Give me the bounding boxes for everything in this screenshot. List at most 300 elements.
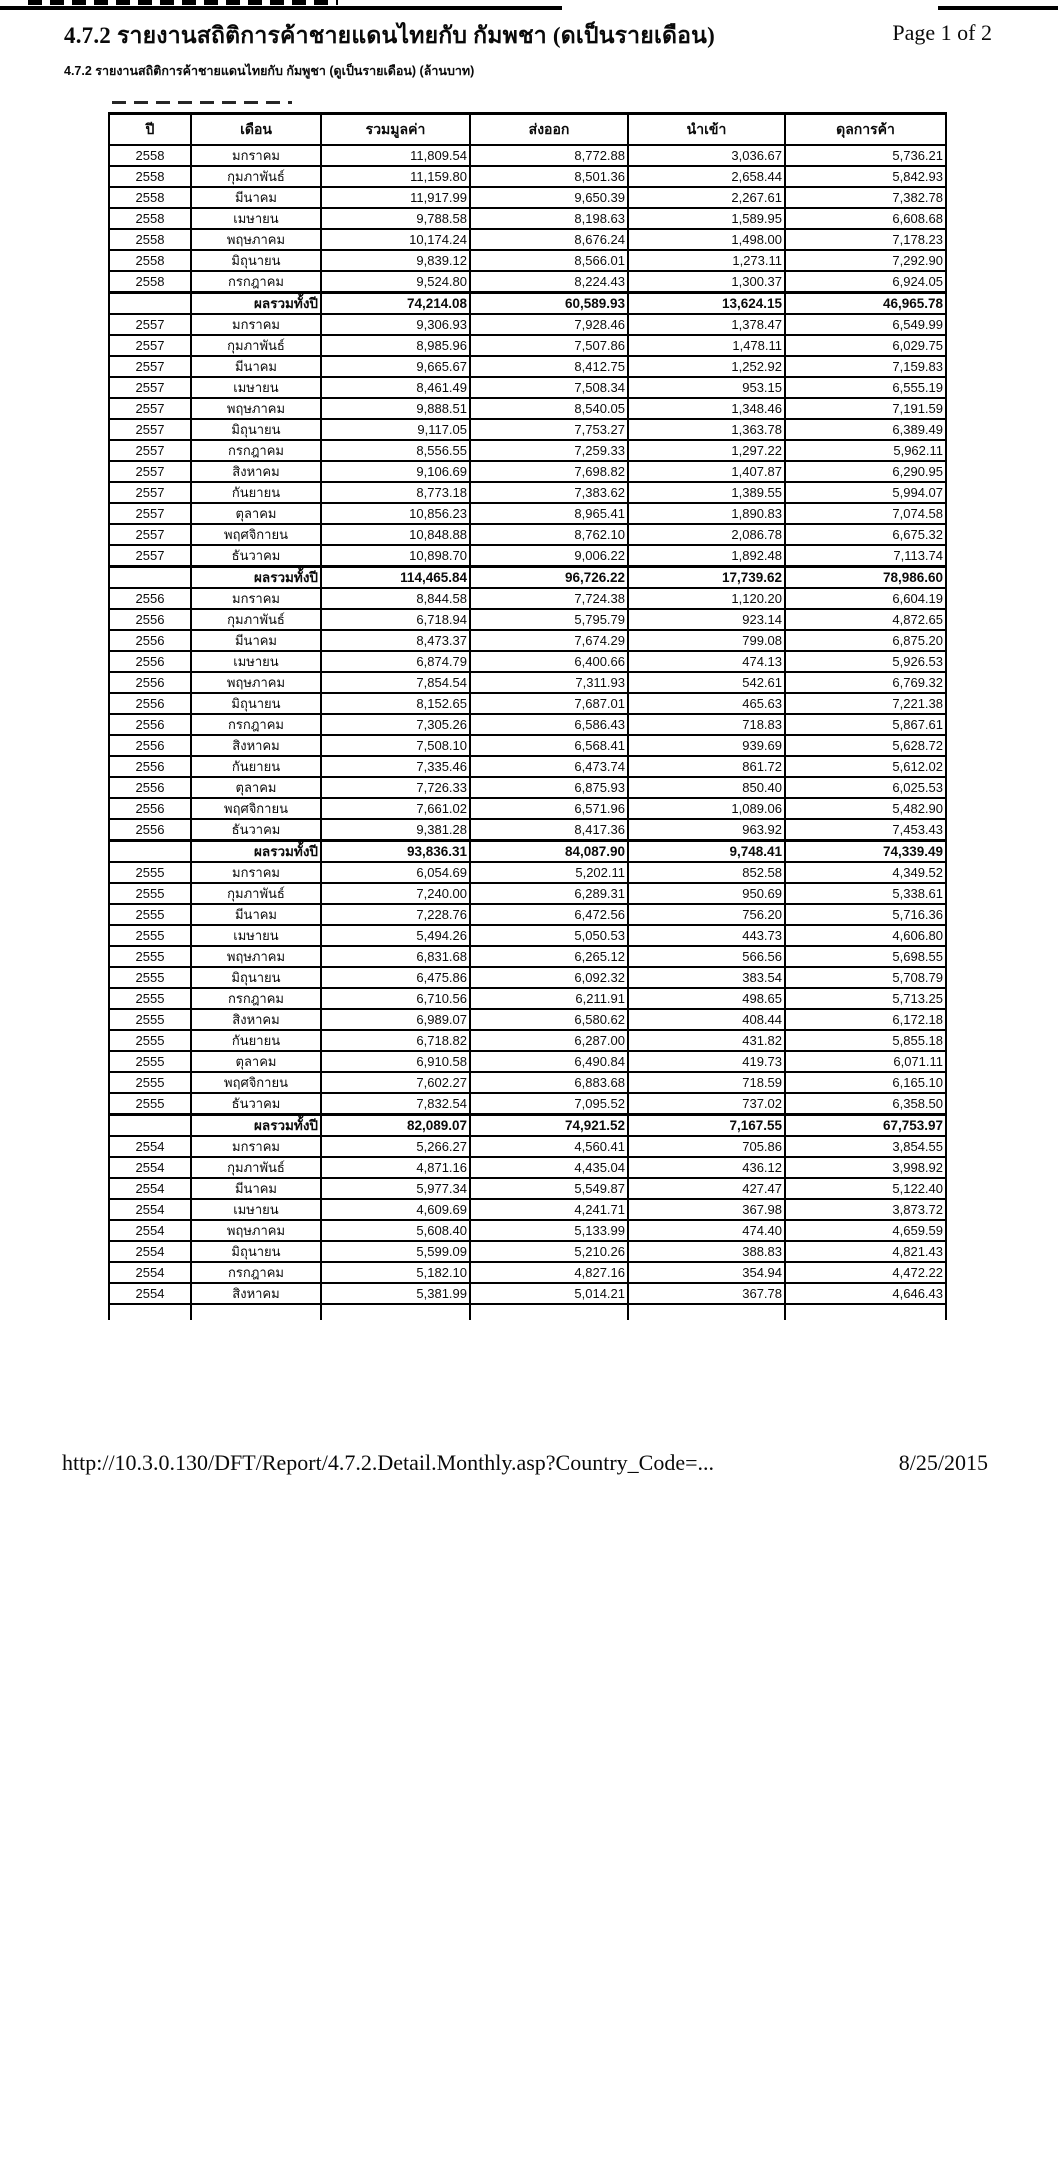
cell-balance: 3,873.72 <box>785 1199 946 1220</box>
cell-import: 1,089.06 <box>628 798 785 819</box>
table-row <box>109 1030 946 1051</box>
cell-export: 60,589.93 <box>470 293 628 315</box>
cell-export: 5,133.99 <box>470 1220 628 1241</box>
cell-total-value: 6,710.56 <box>321 988 470 1009</box>
cell-balance: 6,555.19 <box>785 377 946 398</box>
cell-total-value: 8,844.58 <box>321 588 470 609</box>
cell-balance: 5,736.21 <box>785 145 946 166</box>
cell-total-value: 10,848.88 <box>321 524 470 545</box>
table-row <box>109 461 946 482</box>
cell-month: ตุลาคม <box>191 1051 321 1072</box>
cell-import: 850.40 <box>628 777 785 798</box>
table-row <box>109 250 946 271</box>
cell-total-value: 9,306.93 <box>321 314 470 335</box>
cell-balance: 6,029.75 <box>785 335 946 356</box>
cell-year: 2556 <box>109 819 191 841</box>
cell-balance: 5,708.79 <box>785 967 946 988</box>
cell-month: พฤศจิกายน <box>191 798 321 819</box>
cell-export: 4,827.16 <box>470 1262 628 1283</box>
cell-export: 6,571.96 <box>470 798 628 819</box>
cell-export: 8,412.75 <box>470 356 628 377</box>
cell-total-value: 8,461.49 <box>321 377 470 398</box>
table-row <box>109 377 946 398</box>
scan-artifact-top-line-right <box>938 6 1058 10</box>
cell-year: 2555 <box>109 883 191 904</box>
cell-import: 1,478.11 <box>628 335 785 356</box>
table-row <box>109 166 946 187</box>
cell-total-value: 6,874.79 <box>321 651 470 672</box>
cell-total-value: 4,871.16 <box>321 1157 470 1178</box>
cell-month: เมษายน <box>191 651 321 672</box>
cell-month: พฤศจิกายน <box>191 1072 321 1093</box>
cell-year <box>109 841 191 863</box>
cell-balance: 6,875.20 <box>785 630 946 651</box>
cell-balance: 6,604.19 <box>785 588 946 609</box>
cell-month: มกราคม <box>191 314 321 335</box>
table-row <box>109 335 946 356</box>
cell-year: 2556 <box>109 735 191 756</box>
table-row <box>109 862 946 883</box>
column-header-total-value: รวมมูลค่า <box>321 114 470 146</box>
cell-year: 2555 <box>109 1030 191 1051</box>
table-row <box>109 904 946 925</box>
table-row <box>109 988 946 1009</box>
cell-export: 7,753.27 <box>470 419 628 440</box>
cell-month: มิถุนายน <box>191 250 321 271</box>
cell-balance: 5,698.55 <box>785 946 946 967</box>
cell-month: มิถุนายน <box>191 967 321 988</box>
cell-year: 2556 <box>109 756 191 777</box>
cell-month: พฤษภาคม <box>191 1220 321 1241</box>
cell-total-value: 5,599.09 <box>321 1241 470 1262</box>
cell-import: 3,036.67 <box>628 145 785 166</box>
cell-export: 4,241.71 <box>470 1199 628 1220</box>
cell-total-value: 11,809.54 <box>321 145 470 166</box>
cell-month: ธันวาคม <box>191 545 321 567</box>
cell-import: 718.83 <box>628 714 785 735</box>
cell-total-value: 9,888.51 <box>321 398 470 419</box>
table-row <box>109 440 946 461</box>
cell-total-value: 9,106.69 <box>321 461 470 482</box>
table-row <box>109 1157 946 1178</box>
cell-import: 852.58 <box>628 862 785 883</box>
cell-month: กุมภาพันธ์ <box>191 609 321 630</box>
cell-balance: 6,172.18 <box>785 1009 946 1030</box>
cell-year: 2556 <box>109 651 191 672</box>
page-number-indicator: Page 1 of 2 <box>892 20 992 45</box>
cell-year: 2557 <box>109 419 191 440</box>
cell-total-value: 9,381.28 <box>321 819 470 841</box>
cell-import: 474.40 <box>628 1220 785 1241</box>
table-row <box>109 1220 946 1241</box>
cell-year: 2555 <box>109 946 191 967</box>
cell-balance: 6,608.68 <box>785 208 946 229</box>
cell-year: 2555 <box>109 967 191 988</box>
cell-month: พฤษภาคม <box>191 229 321 250</box>
cell-year: 2555 <box>109 862 191 883</box>
cell-import: 1,363.78 <box>628 419 785 440</box>
cell-year: 2554 <box>109 1136 191 1157</box>
report-subtitle: 4.7.2 รายงานสถิติการค้าชายแดนไทยกับ กัมพูชา (ดูเป็นรายเดือน) (ล้านบาท) <box>64 64 475 78</box>
cell-balance: 7,113.74 <box>785 545 946 567</box>
cell-balance: 4,872.65 <box>785 609 946 630</box>
cell-month: กรกฎาคม <box>191 988 321 1009</box>
cell-balance: 5,122.40 <box>785 1178 946 1199</box>
cell-export: 6,875.93 <box>470 777 628 798</box>
cell-year: 2557 <box>109 461 191 482</box>
cell-year: 2554 <box>109 1283 191 1304</box>
cell-year: 2557 <box>109 356 191 377</box>
cell-total-value: 7,305.26 <box>321 714 470 735</box>
cell-balance: 5,338.61 <box>785 883 946 904</box>
cell-balance: 5,482.90 <box>785 798 946 819</box>
cell-stub <box>191 1304 321 1320</box>
cell-month: มกราคม <box>191 1136 321 1157</box>
cell-export: 6,883.68 <box>470 1072 628 1093</box>
cell-total-value: 6,718.82 <box>321 1030 470 1051</box>
cell-balance: 5,962.11 <box>785 440 946 461</box>
cell-balance: 6,165.10 <box>785 1072 946 1093</box>
cell-total-value: 9,665.67 <box>321 356 470 377</box>
table-row <box>109 672 946 693</box>
cell-balance: 4,646.43 <box>785 1283 946 1304</box>
cell-year: 2558 <box>109 145 191 166</box>
cell-year: 2555 <box>109 1051 191 1072</box>
cell-month: มีนาคม <box>191 904 321 925</box>
cell-year: 2557 <box>109 335 191 356</box>
table-body <box>109 145 946 1304</box>
cell-year: 2555 <box>109 925 191 946</box>
cell-import: 1,498.00 <box>628 229 785 250</box>
cell-month: กรกฎาคม <box>191 714 321 735</box>
cell-import: 861.72 <box>628 756 785 777</box>
print-footer <box>62 1450 988 1476</box>
cell-year: 2558 <box>109 250 191 271</box>
table-row <box>109 777 946 798</box>
cell-import: 1,300.37 <box>628 271 785 293</box>
cell-balance: 5,842.93 <box>785 166 946 187</box>
scan-artifact-top-dashes <box>28 0 338 5</box>
column-header-trade-balance: ดุลการค้า <box>785 114 946 146</box>
cell-export: 6,490.84 <box>470 1051 628 1072</box>
cell-year: 2558 <box>109 208 191 229</box>
cell-import: 718.59 <box>628 1072 785 1093</box>
cell-export: 9,650.39 <box>470 187 628 208</box>
cell-month: ตุลาคม <box>191 503 321 524</box>
cell-total-value: 7,661.02 <box>321 798 470 819</box>
cell-stub <box>470 1304 628 1320</box>
cell-export: 8,676.24 <box>470 229 628 250</box>
cell-year <box>109 293 191 315</box>
cell-month: มิถุนายน <box>191 693 321 714</box>
cell-import: 963.92 <box>628 819 785 841</box>
table-row <box>109 756 946 777</box>
cell-import: 354.94 <box>628 1262 785 1283</box>
cell-import: 923.14 <box>628 609 785 630</box>
cell-export: 6,586.43 <box>470 714 628 735</box>
cell-balance: 6,358.50 <box>785 1093 946 1115</box>
table-header-row <box>109 114 946 146</box>
cell-month: สิงหาคม <box>191 1009 321 1030</box>
cell-total-value: 9,117.05 <box>321 419 470 440</box>
cell-year <box>109 1115 191 1137</box>
cell-import: 1,273.11 <box>628 250 785 271</box>
cell-total-value: 6,475.86 <box>321 967 470 988</box>
cell-balance: 6,389.49 <box>785 419 946 440</box>
cell-total-value: 5,266.27 <box>321 1136 470 1157</box>
cell-year: 2556 <box>109 588 191 609</box>
cell-import: 436.12 <box>628 1157 785 1178</box>
cell-year: 2554 <box>109 1262 191 1283</box>
year-total-row <box>109 841 946 863</box>
cell-balance: 7,382.78 <box>785 187 946 208</box>
cell-export: 7,095.52 <box>470 1093 628 1115</box>
cell-balance: 7,292.90 <box>785 250 946 271</box>
cell-export: 5,795.79 <box>470 609 628 630</box>
cell-month: พฤษภาคม <box>191 672 321 693</box>
cell-year: 2558 <box>109 271 191 293</box>
cell-year <box>109 567 191 589</box>
cell-total-value: 5,608.40 <box>321 1220 470 1241</box>
cell-import: 2,658.44 <box>628 166 785 187</box>
cell-import: 2,267.61 <box>628 187 785 208</box>
cell-import: 1,589.95 <box>628 208 785 229</box>
cell-export: 8,772.88 <box>470 145 628 166</box>
cell-export: 96,726.22 <box>470 567 628 589</box>
cell-export: 7,724.38 <box>470 588 628 609</box>
cell-export: 8,540.05 <box>470 398 628 419</box>
cell-export: 8,566.01 <box>470 250 628 271</box>
cell-year: 2557 <box>109 377 191 398</box>
table-row <box>109 482 946 503</box>
cell-total-value: 11,159.80 <box>321 166 470 187</box>
table-row <box>109 208 946 229</box>
cell-year: 2555 <box>109 904 191 925</box>
cell-total-value: 5,977.34 <box>321 1178 470 1199</box>
cell-balance: 6,549.99 <box>785 314 946 335</box>
table-row <box>109 925 946 946</box>
cell-year: 2555 <box>109 988 191 1009</box>
cell-total-value: 5,182.10 <box>321 1262 470 1283</box>
cell-import: 367.98 <box>628 1199 785 1220</box>
cell-import: 388.83 <box>628 1241 785 1262</box>
column-header-export: ส่งออก <box>470 114 628 146</box>
year-total-row <box>109 293 946 315</box>
cell-export: 84,087.90 <box>470 841 628 863</box>
cell-total-value: 9,524.80 <box>321 271 470 293</box>
cell-total-value: 7,832.54 <box>321 1093 470 1115</box>
table-row <box>109 187 946 208</box>
cell-import: 7,167.55 <box>628 1115 785 1137</box>
cell-import: 1,348.46 <box>628 398 785 419</box>
cell-balance: 6,924.05 <box>785 271 946 293</box>
cell-import: 383.54 <box>628 967 785 988</box>
cell-month: มิถุนายน <box>191 1241 321 1262</box>
table-row <box>109 714 946 735</box>
cell-balance: 7,191.59 <box>785 398 946 419</box>
cell-year: 2557 <box>109 398 191 419</box>
cell-balance: 3,998.92 <box>785 1157 946 1178</box>
cell-balance: 4,821.43 <box>785 1241 946 1262</box>
cell-total-value: 4,609.69 <box>321 1199 470 1220</box>
cell-total-value: 6,989.07 <box>321 1009 470 1030</box>
cell-month: กุมภาพันธ์ <box>191 335 321 356</box>
cell-year: 2554 <box>109 1241 191 1262</box>
table-row <box>109 545 946 567</box>
cell-month: มกราคม <box>191 862 321 883</box>
cell-balance: 6,025.53 <box>785 777 946 798</box>
cell-import: 1,407.87 <box>628 461 785 482</box>
cell-import: 498.65 <box>628 988 785 1009</box>
table-row <box>109 1241 946 1262</box>
table-row <box>109 229 946 250</box>
cell-import: 1,892.48 <box>628 545 785 567</box>
cell-month: มีนาคม <box>191 1178 321 1199</box>
cell-export: 5,210.26 <box>470 1241 628 1262</box>
table-row <box>109 693 946 714</box>
table-row <box>109 609 946 630</box>
scan-artifact-above-table <box>112 101 292 104</box>
column-header-year: ปี <box>109 114 191 146</box>
cell-total-value: 7,240.00 <box>321 883 470 904</box>
cell-total-value: 8,556.55 <box>321 440 470 461</box>
cell-month: กันยายน <box>191 1030 321 1051</box>
cell-month: ผลรวมทั้งปี <box>191 1115 321 1137</box>
cell-export: 7,383.62 <box>470 482 628 503</box>
cell-year: 2556 <box>109 672 191 693</box>
cell-stub <box>628 1304 785 1320</box>
cell-month: พฤษภาคม <box>191 946 321 967</box>
cell-total-value: 6,054.69 <box>321 862 470 883</box>
cell-total-value: 5,381.99 <box>321 1283 470 1304</box>
cell-balance: 5,867.61 <box>785 714 946 735</box>
cell-balance: 7,221.38 <box>785 693 946 714</box>
table-row <box>109 145 946 166</box>
cell-total-value: 10,898.70 <box>321 545 470 567</box>
table-row <box>109 314 946 335</box>
cell-export: 8,762.10 <box>470 524 628 545</box>
cell-month: เมษายน <box>191 1199 321 1220</box>
cell-month: มีนาคม <box>191 187 321 208</box>
cell-balance: 5,612.02 <box>785 756 946 777</box>
cell-month: เมษายน <box>191 377 321 398</box>
cell-balance: 5,855.18 <box>785 1030 946 1051</box>
cell-export: 7,259.33 <box>470 440 628 461</box>
cell-export: 4,435.04 <box>470 1157 628 1178</box>
table-row <box>109 356 946 377</box>
table-row <box>109 819 946 841</box>
cell-total-value: 10,856.23 <box>321 503 470 524</box>
table-row <box>109 1093 946 1115</box>
cell-import: 1,252.92 <box>628 356 785 377</box>
cell-year: 2557 <box>109 440 191 461</box>
cell-year: 2558 <box>109 187 191 208</box>
cell-total-value: 7,602.27 <box>321 1072 470 1093</box>
report-header <box>64 18 992 54</box>
footer-url: http://10.3.0.130/DFT/Report/4.7.2.Detail.Monthly.asp?Country_Code=... <box>62 1450 714 1475</box>
cell-balance: 4,349.52 <box>785 862 946 883</box>
cell-month: ผลรวมทั้งปี <box>191 293 321 315</box>
cell-export: 8,224.43 <box>470 271 628 293</box>
column-header-import: นำเข้า <box>628 114 785 146</box>
table-row <box>109 1199 946 1220</box>
cell-balance: 6,290.95 <box>785 461 946 482</box>
cell-total-value: 9,839.12 <box>321 250 470 271</box>
cell-export: 9,006.22 <box>470 545 628 567</box>
cell-export: 6,568.41 <box>470 735 628 756</box>
cell-export: 6,289.31 <box>470 883 628 904</box>
cell-balance: 5,628.72 <box>785 735 946 756</box>
cell-import: 17,739.62 <box>628 567 785 589</box>
cell-year: 2554 <box>109 1199 191 1220</box>
table-row <box>109 1178 946 1199</box>
cell-export: 6,473.74 <box>470 756 628 777</box>
cell-year: 2555 <box>109 1093 191 1115</box>
cell-month: มิถุนายน <box>191 419 321 440</box>
cell-year: 2555 <box>109 1009 191 1030</box>
year-total-row <box>109 1115 946 1137</box>
cell-stub <box>321 1304 470 1320</box>
table-row <box>109 630 946 651</box>
cell-import: 13,624.15 <box>628 293 785 315</box>
cell-year: 2557 <box>109 503 191 524</box>
cell-import: 953.15 <box>628 377 785 398</box>
cell-balance: 5,994.07 <box>785 482 946 503</box>
cell-total-value: 74,214.08 <box>321 293 470 315</box>
cell-balance: 3,854.55 <box>785 1136 946 1157</box>
cell-month: กรกฎาคม <box>191 1262 321 1283</box>
cell-balance: 4,606.80 <box>785 925 946 946</box>
cell-import: 950.69 <box>628 883 785 904</box>
cell-year: 2558 <box>109 229 191 250</box>
cell-import: 737.02 <box>628 1093 785 1115</box>
cell-stub <box>109 1304 191 1320</box>
cell-total-value: 7,726.33 <box>321 777 470 798</box>
cell-export: 7,687.01 <box>470 693 628 714</box>
cell-month: สิงหาคม <box>191 461 321 482</box>
cell-year: 2557 <box>109 314 191 335</box>
cell-import: 1,890.83 <box>628 503 785 524</box>
cell-export: 7,508.34 <box>470 377 628 398</box>
cell-total-value: 10,174.24 <box>321 229 470 250</box>
cell-export: 74,921.52 <box>470 1115 628 1137</box>
cell-month: กันยายน <box>191 482 321 503</box>
cell-import: 1,120.20 <box>628 588 785 609</box>
table-row <box>109 1009 946 1030</box>
cell-export: 7,698.82 <box>470 461 628 482</box>
cell-export: 6,400.66 <box>470 651 628 672</box>
cell-export: 6,092.32 <box>470 967 628 988</box>
cell-year: 2554 <box>109 1157 191 1178</box>
cell-month: มีนาคม <box>191 630 321 651</box>
cell-import: 9,748.41 <box>628 841 785 863</box>
cell-total-value: 11,917.99 <box>321 187 470 208</box>
cell-balance: 7,178.23 <box>785 229 946 250</box>
cell-month: ธันวาคม <box>191 1093 321 1115</box>
year-total-row <box>109 567 946 589</box>
cell-month: สิงหาคม <box>191 735 321 756</box>
cell-export: 6,580.62 <box>470 1009 628 1030</box>
cell-year: 2558 <box>109 166 191 187</box>
cell-total-value: 8,473.37 <box>321 630 470 651</box>
truncated-row-stub <box>109 1304 946 1320</box>
cell-month: ผลรวมทั้งปี <box>191 841 321 863</box>
table-row <box>109 503 946 524</box>
cell-total-value: 7,335.46 <box>321 756 470 777</box>
cell-export: 6,265.12 <box>470 946 628 967</box>
cell-export: 8,417.36 <box>470 819 628 841</box>
cell-balance: 5,713.25 <box>785 988 946 1009</box>
